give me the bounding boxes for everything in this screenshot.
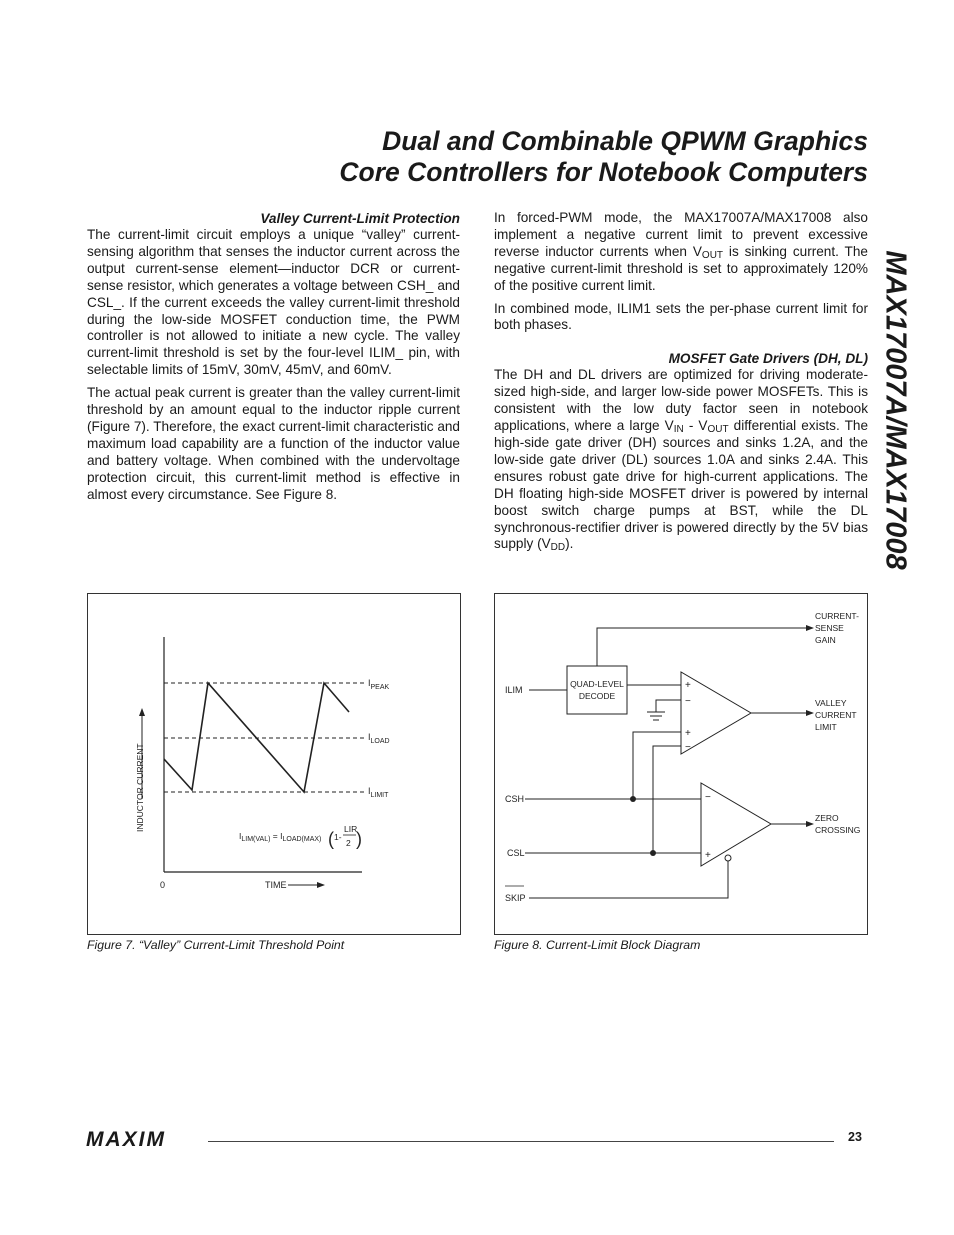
skip-input-label: SKIP bbox=[505, 893, 526, 903]
valley-comparator bbox=[681, 672, 751, 754]
plus-sign: + bbox=[685, 728, 691, 739]
y-axis-label: INDUCTOR CURRENT bbox=[135, 743, 145, 832]
plus-sign: + bbox=[705, 850, 711, 861]
paragraph bbox=[494, 210, 868, 295]
x-axis-label: TIME bbox=[265, 880, 287, 890]
svg-text:1-: 1- bbox=[334, 832, 342, 842]
output-label: VALLEY bbox=[815, 698, 847, 708]
ilim-input-label: ILIM bbox=[505, 685, 523, 695]
output-label: CROSSING bbox=[815, 825, 861, 835]
figure-7-caption: Figure 7. “Valley” Current-Limit Threshold Point bbox=[87, 938, 345, 952]
page-title bbox=[150, 126, 868, 188]
ground-wire bbox=[656, 700, 681, 712]
subscript: DD bbox=[550, 542, 566, 554]
figure-7-graph bbox=[88, 594, 460, 934]
text-run: In forced-PWM mode, the MAX17007A/MAX17008 also implement a negative current limit to prevent excessive reverse inductor currents when V bbox=[494, 210, 868, 259]
svg-text:): ) bbox=[356, 829, 362, 849]
output-label: CURRENT- bbox=[815, 611, 859, 621]
limit-label: $I_{LIMIT}$ bbox=[368, 786, 389, 799]
svg-text:2: 2 bbox=[346, 838, 351, 848]
paragraph: The current-limit circuit employs a unique “valley” current-sensing algorithm that senses the inductor current across the output current-sense element—inductor DCR or current-sense resistor, which generates a voltage between CSH_ and CSL_. If the current exceeds the valley current-limit threshold during the low-side MOSFET conduction time, the PWM controller is not allowed to initiate a new cycle. The valley current-limit threshold is set by the four-level ILIM_ pin, with selectable limits of 15mV, 30mV, 45mV, and 60mV. bbox=[87, 227, 460, 378]
output-label: CURRENT bbox=[815, 710, 857, 720]
plus-sign: + bbox=[685, 680, 691, 691]
figure-8-diagram bbox=[495, 594, 867, 934]
csl-input-label: CSL bbox=[507, 848, 525, 858]
origin-label: 0 bbox=[160, 880, 166, 890]
inversion-bubble bbox=[725, 855, 731, 861]
svg-text:(: ( bbox=[328, 829, 334, 849]
junction-dot bbox=[650, 850, 656, 856]
output-label: SENSE bbox=[815, 623, 844, 633]
text-run: - V bbox=[683, 418, 708, 434]
right-column bbox=[494, 210, 868, 559]
csh-input-label: CSH bbox=[505, 794, 525, 804]
text-run: The DH and DL drivers are optimized for driving moderate-sized high-side, and larger low-side power MOSFETs. This is consistent with the low duty factor seen in notebook applications, where a large V bbox=[494, 367, 868, 434]
text-run: ). bbox=[565, 536, 574, 552]
left-column bbox=[87, 210, 460, 510]
csh-branch bbox=[633, 732, 681, 799]
zero-crossing-comparator bbox=[701, 783, 771, 866]
side-title-text: MAX17007A/MAX17008 bbox=[879, 250, 912, 570]
peak-label: $I_{PEAK}$ bbox=[368, 678, 390, 691]
page-number: 23 bbox=[848, 1130, 862, 1144]
maxim-logo: MAXIM bbox=[86, 1128, 166, 1151]
skip-wire bbox=[529, 861, 728, 898]
svg-text:LIR: LIR bbox=[344, 824, 358, 834]
output-label: LIMIT bbox=[815, 722, 837, 732]
paragraph: The actual peak current is greater than the valley current-limit threshold by an amount equal to the inductor ripple current (Figure 7). Therefore, the exact current-limit characteristic and maximum load capability are a function of the inductor value and battery voltage. When combined with the undervoltage protection circuit, this current-limit method is effective in almost every circumstance. See Figure 8. bbox=[87, 385, 460, 502]
title-line-2: Core Controllers for Notebook Computers bbox=[339, 157, 868, 187]
text-run: is sinking current. The negative current-limit threshold is set to approximately 120% of the positive current limit. bbox=[494, 243, 868, 293]
output-label: ZERO bbox=[815, 813, 839, 823]
subscript: OUT bbox=[701, 249, 724, 261]
figure-8-caption: Figure 8. Current-Limit Block Diagram bbox=[494, 938, 701, 952]
quad-level-decode-block bbox=[567, 666, 627, 714]
paragraph bbox=[494, 367, 868, 553]
side-title bbox=[872, 215, 918, 605]
section-heading-valley: Valley Current-Limit Protection bbox=[260, 211, 460, 226]
subscript: IN bbox=[673, 424, 684, 436]
minus-sign: − bbox=[705, 792, 711, 803]
title-line-1: Dual and Combinable QPWM Graphics bbox=[382, 126, 868, 156]
load-label: $I_{LOAD}$ bbox=[368, 732, 390, 745]
footer-rule bbox=[208, 1141, 834, 1142]
svg-text:ILIM(VAL) = ILOAD(MAX): $I_{LIM(VAL)} = I_{LOAD(MAX)}$ bbox=[239, 831, 322, 843]
figure-8 bbox=[494, 593, 868, 935]
minus-sign: − bbox=[685, 696, 691, 707]
gain-output-wire bbox=[597, 628, 813, 666]
minus-sign: − bbox=[685, 742, 691, 753]
output-label: GAIN bbox=[815, 635, 836, 645]
section-heading-mosfet: MOSFET Gate Drivers (DH, DL) bbox=[668, 351, 868, 367]
block-label: QUAD-LEVEL bbox=[570, 679, 624, 689]
junction-dot bbox=[630, 796, 636, 802]
figure-7 bbox=[87, 593, 461, 935]
paragraph: In combined mode, ILIM1 sets the per-phase current limit for both phases. bbox=[494, 300, 868, 333]
text-run: differential exists. The high-side gate driver (DH) sources and sinks 1.2A, and the low-side gate driver (DL) sources 1.0A and sinks 2.4A. This ensures robust gate drive for high-current applications. The DH floating high-side MOSFET driver is powered by internal boost switch charge pumps at BST, while the DL synchronous-rectifier driver is powered directly by the 5V bias supply (V bbox=[494, 418, 869, 552]
subscript: OUT bbox=[707, 424, 729, 436]
block-label: DECODE bbox=[578, 691, 616, 701]
valley-formula bbox=[239, 824, 362, 849]
